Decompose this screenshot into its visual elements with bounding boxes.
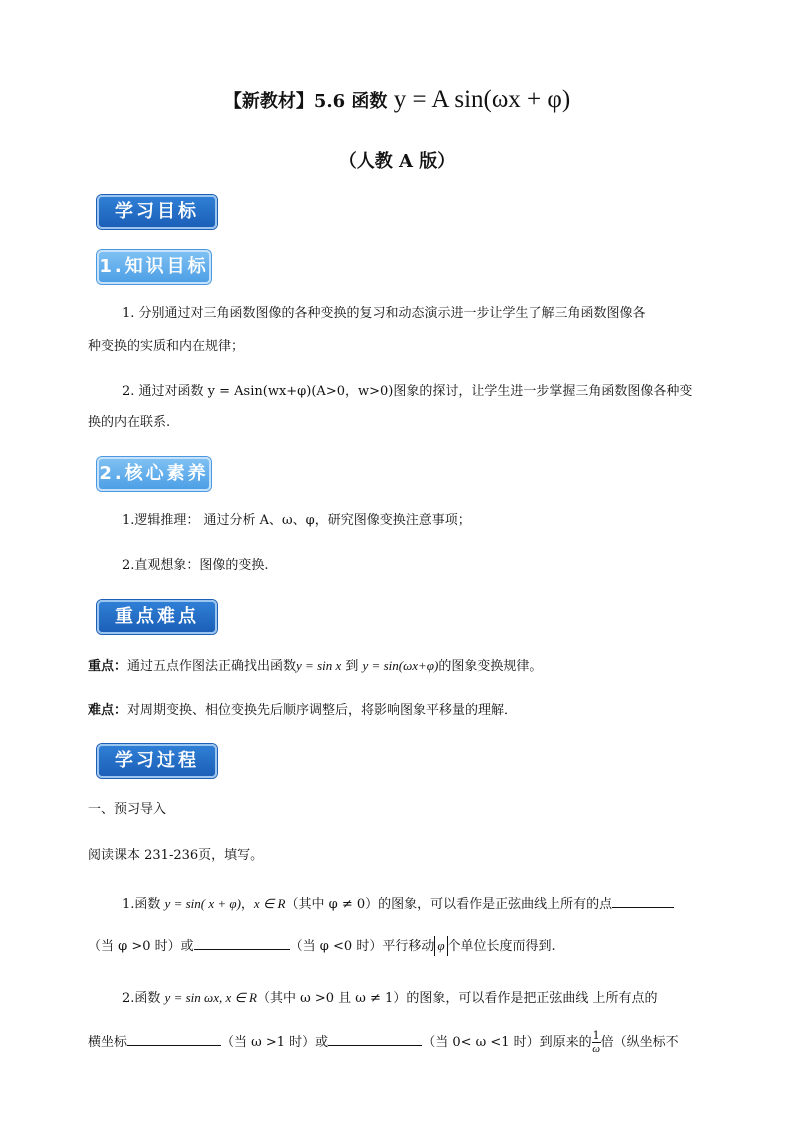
knowledge-item-1-line-2: 种变换的实质和内在规律； (88, 339, 245, 354)
q2-text-a: 2.函数 (122, 991, 165, 1006)
learning-goals-badge: 学习目标 (97, 195, 217, 229)
q2-text-b: （其中 ω >0 且 ω ≠ 1）的图象，可以看作是把正弦曲线 上所有点的 (257, 991, 658, 1006)
q2-text-c: 横坐标 (88, 1035, 128, 1050)
knowledge-item-2-line-1: 2. 通过对函数 y = Asin(wx+φ)(A>0，w>0)图象的探讨，让学生进一步掌握三角函数图像各种变 (122, 384, 693, 399)
question-1-line-1 (122, 893, 674, 915)
knowledge-goals-badge: 1.知识目标 (97, 250, 211, 284)
q1-blank-1[interactable] (612, 893, 674, 908)
q1-domain: x ∈ R (253, 896, 286, 911)
question-1-line-2 (88, 935, 556, 957)
q2-fraction-denominator: ω (592, 1043, 601, 1055)
title-formula: y = A sin(ωx + φ) (393, 86, 571, 113)
question-2-line-2 (88, 1030, 679, 1055)
q2-text-d: （当 ω >1 时）或 (221, 1035, 329, 1050)
q2-fraction (592, 1030, 601, 1055)
page-subtitle: （人教 A 版） (338, 151, 456, 172)
core-literacy-badge: 2.核心素养 (97, 457, 211, 491)
page-title (0, 86, 794, 114)
title-prefix: 【新教材】5.6 函数 (223, 91, 394, 112)
q2-text-f: 倍（纵坐标不 (600, 1035, 679, 1050)
literacy-item-1: 1.逻辑推理： 通过分析 A、ω、φ，研究图像变换注意事项； (122, 513, 471, 528)
q2-text-e: （当 0< ω <1 时）到原来的 (422, 1035, 592, 1050)
question-2-line-1 (122, 988, 657, 1009)
q2-blank-2[interactable] (328, 1031, 422, 1046)
knowledge-item-1-line-1: 1. 分别通过对三角函数图像的各种变换的复习和动态演示进一步让学生了解三角函数图像各 (122, 306, 646, 321)
q1-text-f: 个单位长度而得到. (447, 939, 556, 954)
key-point-text-c: 的图象变换规律。 (438, 659, 543, 674)
q1-text-e: （当 φ <0 时）平行移动 (289, 939, 435, 954)
q1-text-c: （其中 φ ≠ 0）的图象，可以看作是正弦曲线上所有的点 (285, 897, 613, 912)
q1-text-d: （当 φ >0 时）或 (88, 939, 194, 954)
q1-text-b: ， (240, 897, 254, 912)
q1-abs-phi: φ (434, 936, 447, 956)
q2-blank-1[interactable] (127, 1031, 221, 1046)
key-point-formula-a: y = sin x (296, 658, 342, 673)
learning-process-badge: 学习过程 (97, 744, 217, 778)
q1-blank-2[interactable] (194, 935, 290, 950)
reading-instruction: 阅读课本 231-236页，填写。 (88, 848, 264, 863)
difficulty-text: 对周期变换、相位变换先后顺序调整后，将影响图象平移量的理解． (127, 703, 518, 718)
section-heading: 一、预习导入 (88, 802, 167, 817)
q2-fraction-numerator: 1 (592, 1029, 600, 1042)
q1-formula: y = sin( x + φ) (164, 896, 241, 911)
key-point-text-a: 通过五点作图法正确找出函数 (127, 659, 297, 674)
difficulty-line (88, 701, 517, 721)
knowledge-item-2-line-2: 换的内在联系. (88, 415, 171, 430)
literacy-item-2: 2.直观想象：图像的变换. (122, 558, 269, 573)
q2-formula: y = sin ωx, x ∈ R (164, 990, 257, 1005)
key-points-badge: 重点难点 (97, 600, 217, 634)
key-point-formula-b: y = sin(ωx+φ) (362, 658, 439, 673)
key-point-label: 重点： (88, 659, 128, 674)
q1-text-a: 1.函数 (122, 897, 165, 912)
key-point-line (88, 656, 542, 677)
difficulty-label: 难点： (88, 703, 128, 718)
key-point-text-b: 到 (341, 659, 363, 674)
